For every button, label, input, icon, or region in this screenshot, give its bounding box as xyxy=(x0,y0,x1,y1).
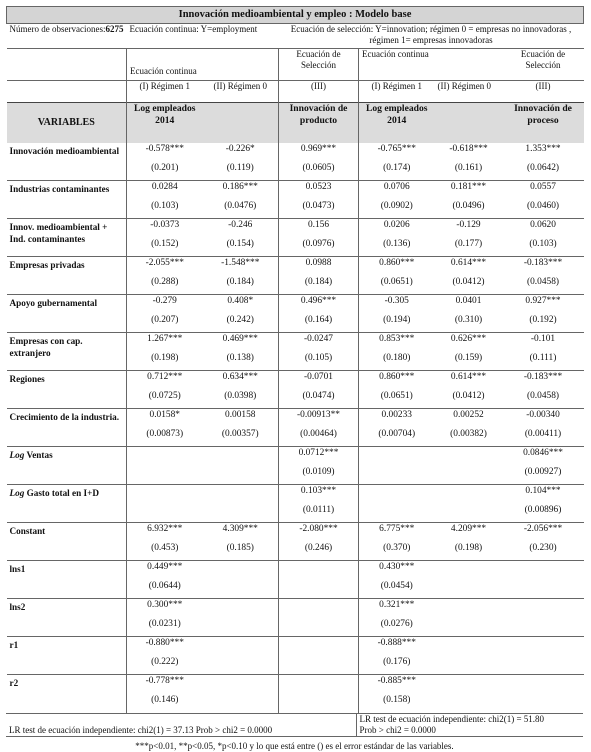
std-error-cell: (0.180) xyxy=(359,352,435,371)
std-error-cell: (0.174) xyxy=(359,162,435,181)
variable-label-text: r2 xyxy=(9,678,19,688)
coefficient-cell: 6.932*** xyxy=(127,523,203,542)
std-error-cell: (0.0976) xyxy=(279,238,359,257)
coef-row xyxy=(7,523,584,542)
std-error-cell xyxy=(435,580,503,599)
coefficient-cell xyxy=(203,637,279,656)
std-error-cell: (0.0458) xyxy=(526,390,560,401)
coefficient-cell xyxy=(503,637,584,656)
coefficient-cell: 0.00252 xyxy=(435,409,503,428)
std-error-cell: (0.0651) xyxy=(359,276,435,295)
group-right-continuous: Ecuación continua xyxy=(359,49,435,81)
std-error-cell: (0.136) xyxy=(359,238,435,257)
coefficient-cell: 0.614*** xyxy=(435,257,503,276)
std-error-cell: (0.177) xyxy=(454,238,483,249)
std-error-cell: (0.00896) xyxy=(524,504,562,515)
coefficient-cell: 0.408* xyxy=(203,295,279,314)
coefficient-cell xyxy=(359,447,435,466)
coefficient-cell: -0.578*** xyxy=(145,143,184,154)
coefficient-cell xyxy=(435,485,503,504)
coefficient-cell: -0.0701 xyxy=(279,371,359,390)
coefficient-cell: 6.775*** xyxy=(359,523,435,542)
variable-label xyxy=(7,257,127,295)
std-error-cell: (0.198) xyxy=(151,352,179,363)
variable-label xyxy=(7,561,127,599)
variable-label xyxy=(7,143,127,181)
coefficient-cell: 0.626*** xyxy=(435,333,503,352)
variable-label-text: lns2 xyxy=(9,602,26,612)
coef-row xyxy=(7,257,584,276)
coefficient-cell: -0.305 xyxy=(359,295,435,314)
variable-label-text: Innovación medioambiental xyxy=(9,145,119,156)
coefficient-cell: 0.00233 xyxy=(359,409,435,428)
std-error-cell: (0.230) xyxy=(529,542,557,553)
coefficient-cell: 0.0158* xyxy=(127,409,203,428)
std-error-cell: (0.0111) xyxy=(279,504,359,523)
std-error-cell: (0.0458) xyxy=(526,276,560,287)
dep-var-6: Innovación de proceso xyxy=(503,103,584,143)
variable-label-text: Crecimiento de la industria. xyxy=(9,412,120,422)
std-error-cell xyxy=(203,694,279,713)
coefficient-cell: 0.321*** xyxy=(359,599,435,618)
observations-cell xyxy=(7,24,127,49)
coefficient-cell xyxy=(279,675,359,694)
coefficient-cell: 0.712*** xyxy=(127,371,203,390)
std-error-cell: (0.0412) xyxy=(452,390,485,401)
coefficient-cell: 0.853*** xyxy=(359,333,435,352)
std-error-cell: (0.370) xyxy=(359,542,435,561)
std-error-cell xyxy=(503,618,584,637)
dep-var-1: Log empleados 2014 xyxy=(127,103,203,143)
group-left-selection: Ecuación de Selección xyxy=(279,49,359,81)
coefficient-cell: 0.927*** xyxy=(503,295,584,314)
coef-row xyxy=(7,219,584,238)
coefficient-cell xyxy=(435,561,503,580)
std-error-cell: (0.159) xyxy=(454,352,483,363)
lr-test-right-prob: Prob > chi2 = 0.0000 xyxy=(356,725,583,737)
coefficient-cell: 0.156 xyxy=(279,219,359,238)
variable-label-text: Gasto total en I+D xyxy=(24,488,99,498)
col-header-3: (III) xyxy=(279,81,359,103)
coefficient-cell: -0.129 xyxy=(435,219,503,238)
std-error-cell: (0.0109) xyxy=(279,466,359,485)
variables-header: VARIABLES xyxy=(7,103,127,143)
coefficient-cell xyxy=(359,485,435,504)
std-error-cell: (0.0454) xyxy=(359,580,435,599)
std-error-cell: (0.103) xyxy=(151,200,179,211)
std-error-cell xyxy=(279,580,359,599)
coefficient-cell xyxy=(203,561,279,580)
coefficient-cell: -0.246 xyxy=(203,219,279,238)
std-error-cell: (0.207) xyxy=(151,314,179,325)
coefficient-cell xyxy=(127,485,203,504)
coefficient-cell: -0.279 xyxy=(127,295,203,314)
variable-label-italic: Log xyxy=(9,450,25,460)
col-header-1: (I) Régimen 1 xyxy=(127,81,203,103)
variable-label xyxy=(7,409,127,447)
coefficient-cell: 4.309*** xyxy=(203,523,279,542)
coefficient-cell: 0.0620 xyxy=(503,219,584,238)
variable-label-text: Ventas xyxy=(24,450,53,460)
std-error-cell: (0.0398) xyxy=(224,390,257,401)
coef-row xyxy=(7,295,584,314)
std-error-cell: (0.176) xyxy=(359,656,435,675)
std-error-cell: (0.0231) xyxy=(148,618,181,629)
coefficient-cell xyxy=(435,675,503,694)
variable-label-text: r1 xyxy=(9,640,19,650)
variable-label-text: Innov. medioambiental + Ind. contaminantes xyxy=(9,222,108,244)
coefficient-cell: -0.183*** xyxy=(503,257,584,276)
lr-test-right: LR test de ecuación independiente: chi2(1) = 51.80 xyxy=(356,713,583,725)
coef-row xyxy=(7,637,584,656)
coefficient-cell xyxy=(127,447,203,466)
col-header-5: (II) Régimen 0 xyxy=(435,81,503,103)
std-error-cell: (0.0902) xyxy=(359,200,435,219)
variable-label-text: Constant xyxy=(9,526,46,536)
std-error-cell: (0.184) xyxy=(279,276,359,295)
variable-label-text: Empresas privadas xyxy=(9,260,85,270)
variable-label xyxy=(7,371,127,409)
coefficient-cell xyxy=(203,485,279,504)
coefficient-cell: 0.0846*** xyxy=(503,447,584,466)
coefficient-cell: 0.104*** xyxy=(503,485,584,504)
std-error-cell: (0.0276) xyxy=(359,618,435,637)
coefficient-cell: 0.860*** xyxy=(359,257,435,276)
footer-table xyxy=(6,713,583,752)
std-error-cell xyxy=(503,656,584,675)
std-error-cell xyxy=(435,504,503,523)
std-error-cell: (0.0605) xyxy=(279,162,359,181)
coefficient-cell: 0.186*** xyxy=(203,181,279,200)
coef-row xyxy=(7,561,584,580)
std-error-cell: (0.0496) xyxy=(452,200,485,211)
std-error-cell: (0.288) xyxy=(151,276,179,287)
std-error-cell: (0.194) xyxy=(359,314,435,333)
coefficient-cell: -2.056*** xyxy=(503,523,584,542)
variable-label-italic: Log xyxy=(9,488,25,498)
coefficient-cell xyxy=(503,561,584,580)
coefficient-cell xyxy=(279,599,359,618)
coef-row xyxy=(7,447,584,466)
variable-label-text: Industrias contaminantes xyxy=(9,184,110,194)
coefficient-cell: -0.885*** xyxy=(359,675,435,694)
dep-var-3: Innovación de producto xyxy=(279,103,359,143)
variable-label-text: lns1 xyxy=(9,564,26,574)
variable-label xyxy=(7,675,127,713)
variable-label xyxy=(7,599,127,637)
std-error-cell xyxy=(279,618,359,637)
coefficient-cell: -0.618*** xyxy=(449,143,488,154)
coefficient-cell: 0.496*** xyxy=(279,295,359,314)
coefficient-cell: -0.765*** xyxy=(359,143,435,162)
coefficient-cell: 0.0523 xyxy=(279,181,359,200)
std-error-cell: (0.164) xyxy=(279,314,359,333)
coefficient-cell: -0.888*** xyxy=(359,637,435,656)
std-error-cell xyxy=(503,694,584,713)
std-error-cell xyxy=(127,466,203,485)
variable-label xyxy=(7,181,127,219)
coefficient-cell: -0.778*** xyxy=(127,675,203,694)
coefficient-cell: 0.00158 xyxy=(203,409,279,428)
obs-label: Número de observaciones: xyxy=(9,24,106,34)
coefficient-cell: 0.614*** xyxy=(435,371,503,390)
std-error-cell: (0.105) xyxy=(279,352,359,371)
coef-row xyxy=(7,409,584,428)
coefficient-cell: -2.080*** xyxy=(279,523,359,542)
std-error-cell: (0.146) xyxy=(151,694,179,705)
obs-value: 6275 xyxy=(105,24,124,34)
variable-label-text: Empresas con cap. extranjero xyxy=(9,336,83,358)
std-error-cell: (0.103) xyxy=(529,238,557,249)
std-error-cell: (0.246) xyxy=(279,542,359,561)
coefficient-cell: -0.101 xyxy=(503,333,584,352)
table-title: Innovación medioambiental y empleo : Modelo base xyxy=(7,7,584,24)
coefficient-cell xyxy=(435,599,503,618)
selection-equation-desc: Ecuación de selección: Y=innovation; régimen 0 = empresas no innovadoras , régimen 1= empresas innovadoras xyxy=(290,24,572,45)
std-error-cell xyxy=(435,694,503,713)
std-error-cell: (0.0642) xyxy=(526,162,560,173)
coefficient-cell: 0.0988 xyxy=(279,257,359,276)
std-error-cell: (0.201) xyxy=(151,162,179,173)
std-error-cell: (0.0474) xyxy=(279,390,359,409)
std-error-cell: (0.154) xyxy=(226,238,254,249)
coefficient-cell: -2.055*** xyxy=(127,257,203,276)
std-error-cell xyxy=(203,580,279,599)
std-error-cell: (0.161) xyxy=(454,162,483,173)
std-error-cell xyxy=(435,656,503,675)
col-header-4: (I) Régimen 1 xyxy=(359,81,435,103)
dep-var-4: Log empleados 2014 xyxy=(359,103,435,143)
coefficient-cell: -0.183*** xyxy=(503,371,584,390)
variable-label-text: Regiones xyxy=(9,374,45,384)
variable-label xyxy=(7,523,127,561)
std-error-cell xyxy=(279,694,359,713)
coefficient-cell xyxy=(503,599,584,618)
coefficient-cell: 0.634*** xyxy=(203,371,279,390)
std-error-cell xyxy=(203,466,279,485)
coefficient-cell: 0.0206 xyxy=(359,219,435,238)
coef-row xyxy=(7,675,584,694)
coefficient-cell: -0.00340 xyxy=(503,409,584,428)
std-error-cell: (0.185) xyxy=(226,542,254,553)
coef-row xyxy=(7,485,584,504)
std-error-cell: (0.0473) xyxy=(279,200,359,219)
std-error-cell: (0.0725) xyxy=(148,390,181,401)
continuous-equation-desc: Ecuación continua: Y=employment xyxy=(129,24,258,34)
variable-label xyxy=(7,219,127,257)
std-error-cell xyxy=(203,656,279,675)
coefficient-cell xyxy=(203,599,279,618)
std-error-cell: (0.222) xyxy=(151,656,179,667)
variable-label xyxy=(7,637,127,675)
coefficient-cell: 0.969*** xyxy=(279,143,359,162)
std-error-cell: (0.158) xyxy=(359,694,435,713)
coefficient-cell: 0.0401 xyxy=(435,295,503,314)
std-error-cell: (0.0651) xyxy=(359,390,435,409)
variable-label xyxy=(7,485,127,523)
significance-note: ***p<0.01, **p<0.05, *p<0.10 y lo que está entre () es el error estándar de las variables. xyxy=(6,736,583,752)
coefficient-cell xyxy=(279,561,359,580)
coefficient-cell: 1.267*** xyxy=(127,333,203,352)
std-error-cell: (0.310) xyxy=(454,314,483,325)
group-left-continuous: Ecuación continua xyxy=(127,49,279,81)
std-error-cell: (0.0412) xyxy=(452,276,485,287)
std-error-cell: (0.111) xyxy=(529,352,557,363)
coefficient-cell: -1.548*** xyxy=(203,257,279,276)
coef-row xyxy=(7,599,584,618)
coefficient-cell: -0.00913** xyxy=(279,409,359,428)
group-right-selection: Ecuación de Selección xyxy=(503,49,584,81)
coefficient-cell: 0.860*** xyxy=(359,371,435,390)
std-error-cell xyxy=(279,656,359,675)
coefficient-cell: -0.880*** xyxy=(127,637,203,656)
std-error-cell xyxy=(359,466,435,485)
lr-test-left: LR test de ecuación independiente: chi2(1) = 37.13 Prob > chi2 = 0.0000 xyxy=(9,724,273,735)
coefficient-cell: -0.226* xyxy=(225,143,255,154)
std-error-cell: (0.00704) xyxy=(359,428,435,447)
coefficient-cell: 0.0557 xyxy=(503,181,584,200)
coefficient-cell: 0.103*** xyxy=(279,485,359,504)
std-error-cell: (0.192) xyxy=(529,314,557,325)
std-error-cell: (0.00927) xyxy=(524,466,562,477)
std-error-cell xyxy=(435,466,503,485)
coefficient-cell xyxy=(203,447,279,466)
std-error-cell: (0.453) xyxy=(151,542,179,553)
coefficient-cell: 0.449*** xyxy=(127,561,203,580)
coefficient-cell: 0.430*** xyxy=(359,561,435,580)
coefficient-cell xyxy=(503,675,584,694)
std-error-cell: (0.198) xyxy=(454,542,483,553)
std-error-cell: (0.0476) xyxy=(224,200,257,211)
coefficient-cell: 4.209*** xyxy=(435,523,503,542)
coefficient-cell xyxy=(279,637,359,656)
coefficient-cell xyxy=(435,637,503,656)
std-error-cell: (0.00464) xyxy=(279,428,359,447)
std-error-cell xyxy=(203,504,279,523)
std-error-cell: (0.00357) xyxy=(221,428,259,439)
std-error-cell xyxy=(435,618,503,637)
coefficient-cell xyxy=(435,447,503,466)
coef-row xyxy=(7,181,584,200)
col-header-6: (III) xyxy=(503,81,584,103)
coef-row xyxy=(7,333,584,352)
coefficient-cell: 0.0284 xyxy=(127,181,203,200)
regression-table xyxy=(6,6,584,713)
coefficient-cell: 0.469*** xyxy=(203,333,279,352)
std-error-cell: (0.00873) xyxy=(146,428,184,439)
std-error-cell: (0.152) xyxy=(151,238,179,249)
std-error-cell: (0.0644) xyxy=(148,580,181,591)
coef-row xyxy=(7,143,584,162)
col-header-2: (II) Régimen 0 xyxy=(203,81,279,103)
variable-label xyxy=(7,333,127,371)
coefficient-cell: -0.0247 xyxy=(279,333,359,352)
variable-label xyxy=(7,295,127,333)
std-error-cell: (0.0460) xyxy=(526,200,560,211)
std-error-cell: (0.119) xyxy=(226,162,254,173)
variable-label xyxy=(7,447,127,485)
std-error-cell: (0.184) xyxy=(226,276,254,287)
std-error-cell xyxy=(503,580,584,599)
variable-label-text: Apoyo gubernamental xyxy=(9,298,98,308)
coefficient-cell: 0.300*** xyxy=(127,599,203,618)
coefficient-cell: -0.0373 xyxy=(127,219,203,238)
coefficient-cell: 0.0706 xyxy=(359,181,435,200)
std-error-cell xyxy=(359,504,435,523)
std-error-cell: (0.00411) xyxy=(524,428,562,439)
coef-row xyxy=(7,371,584,390)
coefficient-cell: 1.353*** xyxy=(525,143,561,154)
std-error-cell xyxy=(203,618,279,637)
std-error-cell xyxy=(127,504,203,523)
coefficient-cell: 0.0712*** xyxy=(279,447,359,466)
std-error-cell: (0.138) xyxy=(226,352,254,363)
coefficient-cell xyxy=(203,675,279,694)
coefficient-cell: 0.181*** xyxy=(435,181,503,200)
std-error-cell: (0.00382) xyxy=(450,428,487,439)
std-error-cell: (0.242) xyxy=(226,314,254,325)
